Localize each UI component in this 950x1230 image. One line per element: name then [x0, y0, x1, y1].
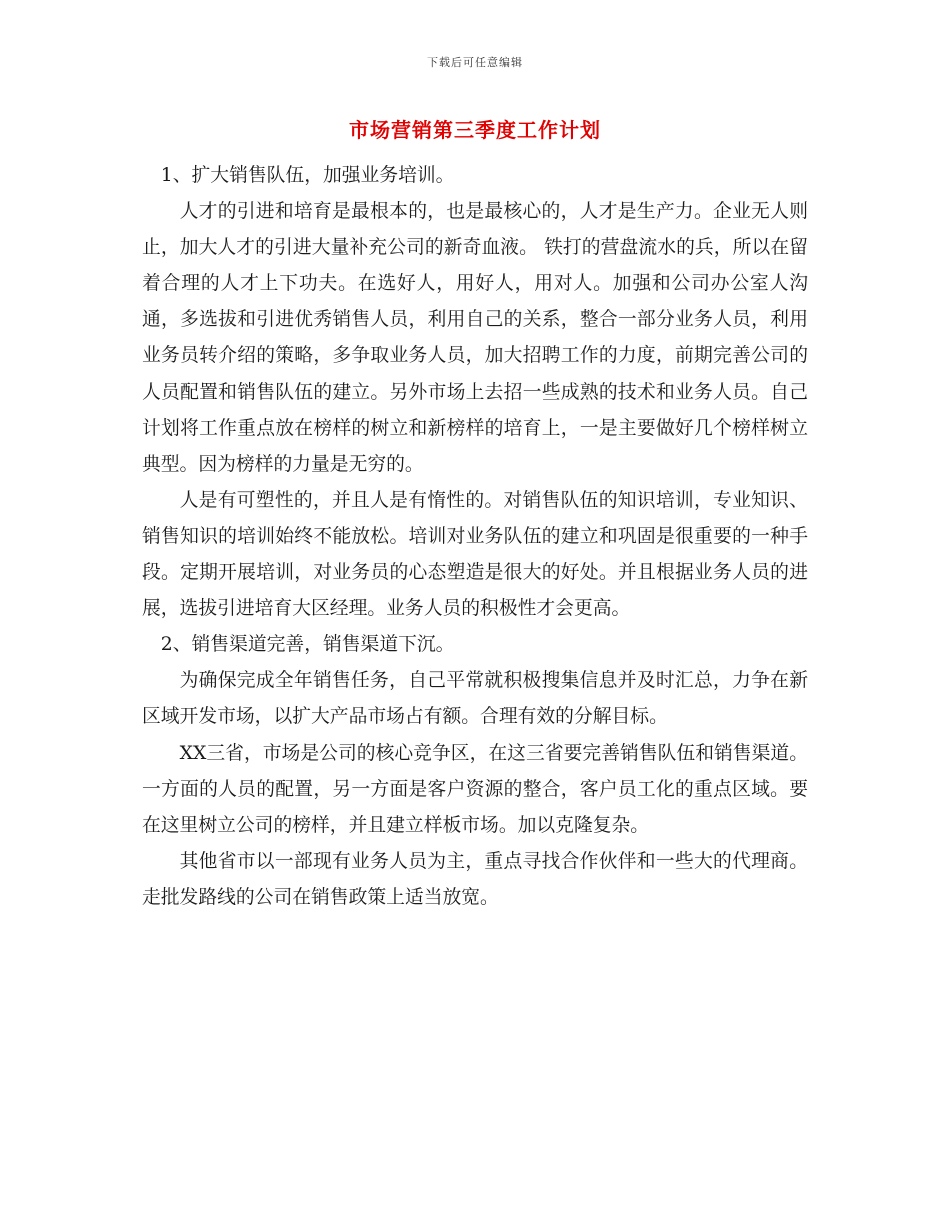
document-body [142, 158, 808, 916]
paragraph: 人是有可塑性的，并且人是有惰性的。对销售队伍的知识培训，专业知识、销售知识的培训始终不能放松。培训对业务队伍的建立和巩固是很重要的一种手段。定期开展培训，对业务员的心态塑造是很大的好处。并且根据业务人员的进展，选拔引进培育大区经理。业务人员的积极性才会更高。 [142, 489, 808, 620]
paragraph: 其他省市以一部现有业务人员为主，重点寻找合作伙伴和一些大的代理商。走批发路线的公司在销售政策上适当放宽。 [142, 850, 808, 908]
header-note: 下载后可任意编辑 [427, 56, 523, 69]
paragraph: 人才的引进和培育是最根本的，也是最核心的，人才是生产力。企业无人则止，加大人才的引进大量补充公司的新奇血液。 铁打的营盘流水的兵，所以在留着合理的人才上下功夫。在选好人，用好人，用对人。加强和公司办公室人沟通，多选拔和引进优秀销售人员，利用自己的关系，整合一部分业务人员，利用业务员转介绍的策略，多争取业务人员，加大招聘工作的力度，前期完善公司的人员配置和销售队伍的建立。另外市场上去招一些成熟的技术和业务人员。自己计划将工作重点放在榜样的树立和新榜样的培育上，一是主要做好几个榜样树立典型。因为榜样的力量是无穷的。 [142, 201, 808, 475]
section-heading-1: 1、扩大销售队伍，加强业务培训。 [160, 165, 455, 186]
section-heading-2: 2、销售渠道完善，销售渠道下沉。 [160, 634, 455, 656]
paragraph: 为确保完成全年销售任务，自己平常就积极搜集信息并及时汇总，力争在新区域开发市场，以扩大产品市场占有额。合理有效的分解目标。 [142, 670, 808, 728]
document-title: 市场营销第三季度工作计划 [349, 118, 601, 142]
paragraph: XX三省，市场是公司的核心竞争区，在这三省要完善销售队伍和销售渠道。一方面的人员的配置，另一方面是客户资源的整合，客户员工化的重点区域。要在这里树立公司的榜样，并且建立样板市场。加以克隆复杂。 [142, 742, 808, 836]
